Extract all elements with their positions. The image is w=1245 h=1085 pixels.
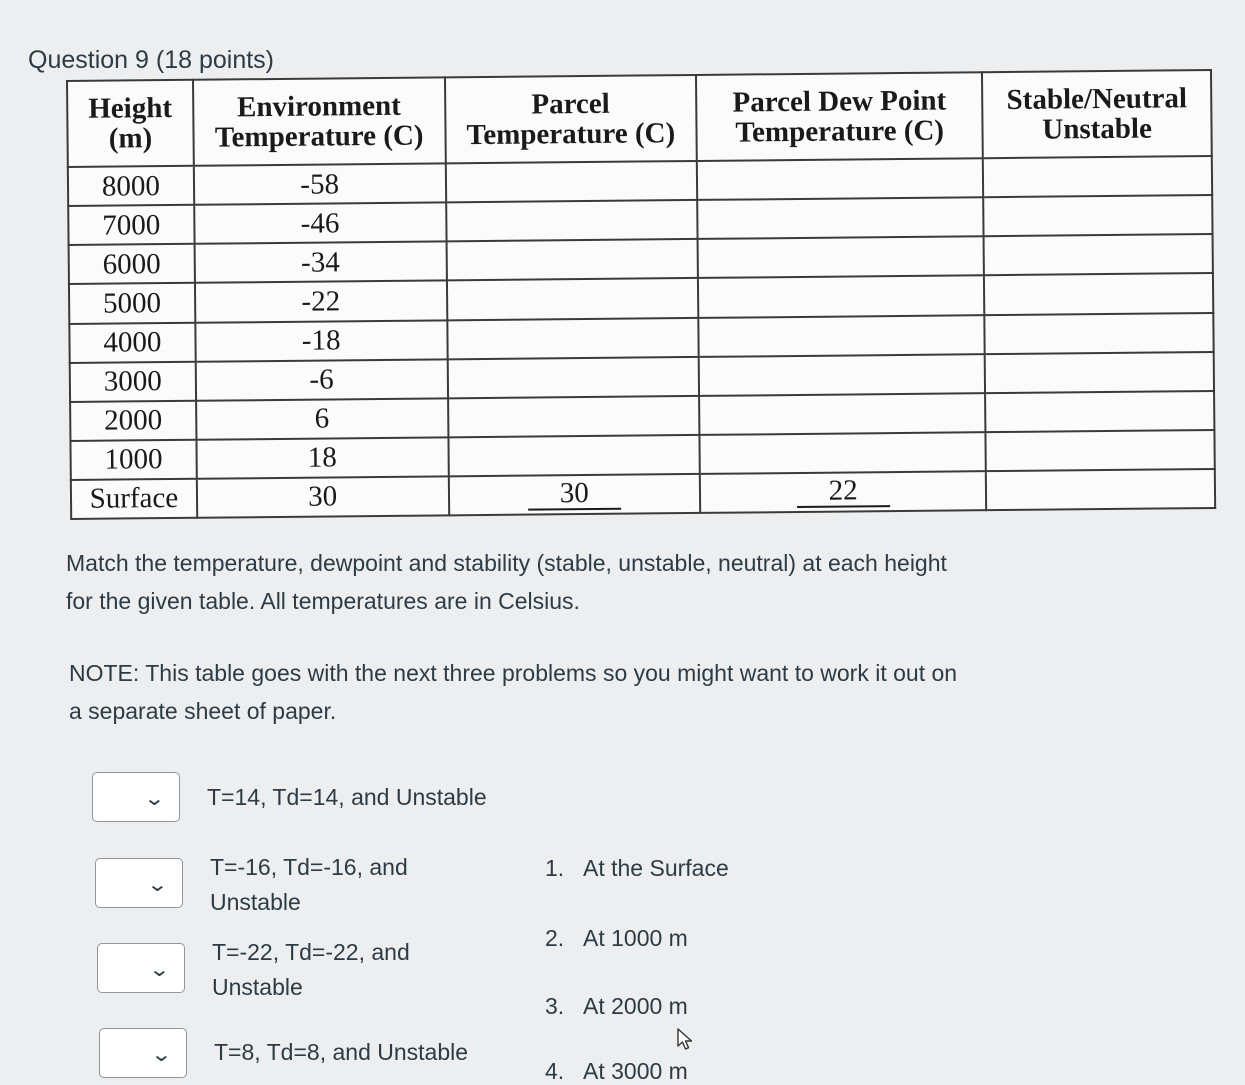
env-temp-cell: 6 [196,398,448,439]
parcel-temp-cell [448,474,700,516]
parcel-temp-cell [446,200,698,241]
height-cell: 3000 [70,361,196,401]
dew-point-cell [698,315,984,357]
answer-select[interactable] [99,1028,187,1078]
height-cell: 7000 [68,205,194,245]
question-title [28,46,274,75]
height-cell: Surface [71,479,197,519]
answer-number: 3. [545,993,565,1019]
height-cell: 8000 [68,166,194,206]
dew-point-cell [699,354,985,396]
match-label: T=-22, Td=-22, and Unstable [212,939,410,1000]
header-height: Height (m) [67,80,194,167]
env-temp-cell: -6 [196,359,448,400]
match-item [99,1028,534,1078]
chevron-down-icon: ⌄ [150,1042,173,1066]
stability-cell [986,469,1215,510]
height-cell: 1000 [70,440,196,480]
stability-cell [986,430,1215,471]
answer-number: 1. [545,855,565,881]
dew-point-cell [698,276,984,318]
parcel-temp-cell [446,278,698,319]
answer-select[interactable] [97,943,185,993]
answer-number: 4. [545,1058,565,1084]
answer-option [545,993,688,1020]
answer-option [545,855,729,882]
height-cell: 5000 [69,283,195,323]
match-item [95,854,430,920]
dew-point-cell [697,197,983,239]
height-cell: 6000 [69,244,195,284]
chevron-down-icon: ⌄ [143,786,166,810]
table-header-row [67,70,1212,167]
answer-text: At 3000 m [583,1058,688,1084]
answer-text: At the Surface [583,855,729,881]
chevron-down-icon: ⌄ [148,957,171,981]
parcel-temp-cell [448,396,700,437]
header-dew-point: Parcel Dew Point Temperature (C) [696,72,983,161]
env-temp-cell: -34 [194,242,446,283]
dew-point-cell [699,393,985,435]
answer-select[interactable] [92,772,180,822]
stability-cell [985,391,1214,432]
answer-text: At 2000 m [583,993,688,1019]
match-label: T=8, Td=8, and Unstable [214,1039,469,1065]
parcel-temp-cell [447,357,699,398]
header-parcel-temp: Parcel Temperature (C) [444,75,696,164]
parcel-temp-cell [447,317,699,358]
answer-text: At 1000 m [583,925,688,951]
height-cell: 2000 [70,400,196,440]
answer-select[interactable] [95,858,183,908]
env-temp-cell: -58 [194,164,446,205]
match-item [92,772,527,822]
answer-option [545,925,688,952]
chevron-down-icon: ⌄ [146,872,169,896]
stability-cell [985,352,1214,393]
question-instructions: Match the temperature, dewpoint and stability (stable, unstable, neutral) at each height for the given table. All temperatures are in Celsius. [66,550,947,614]
question-note: NOTE: This table goes with the next three problems so you might want to work it out on a separate sheet of paper. [69,660,958,724]
stability-cell [984,234,1213,275]
header-environment-temp: Environment Temperature (C) [193,77,445,166]
stability-cell [983,195,1212,236]
atmosphere-table [66,69,1216,520]
question-points: (18 points) [155,46,274,74]
surface-dew-point: 22 [797,477,890,509]
env-temp-cell: 18 [196,437,448,478]
height-cell: 4000 [69,322,195,362]
dew-point-cell [700,471,986,513]
match-label: T=14, Td=14, and Unstable [207,784,487,810]
stability-cell [984,312,1213,353]
match-label: T=-16, Td=-16, and Unstable [210,854,408,915]
parcel-temp-cell [446,239,698,280]
dew-point-cell [698,237,984,279]
answer-number: 2. [545,925,565,951]
mouse-cursor-icon [676,1027,696,1051]
answer-option [545,1058,688,1085]
env-temp-cell: -22 [195,281,447,322]
parcel-temp-cell [448,435,700,476]
parcel-temp-cell [445,161,697,202]
dew-point-cell [697,158,983,200]
stability-cell [984,273,1213,314]
header-stability: Stable/Neutral Unstable [982,70,1212,158]
atmosphere-table-image [66,69,1216,520]
env-temp-cell: 30 [197,476,449,518]
stability-cell [983,156,1212,197]
env-temp-cell: -18 [195,320,447,361]
env-temp-cell: -46 [194,203,446,244]
match-item [97,939,432,1005]
surface-parcel-temp: 30 [528,479,621,511]
dew-point-cell [700,432,986,474]
question-number: Question 9 [28,46,149,74]
